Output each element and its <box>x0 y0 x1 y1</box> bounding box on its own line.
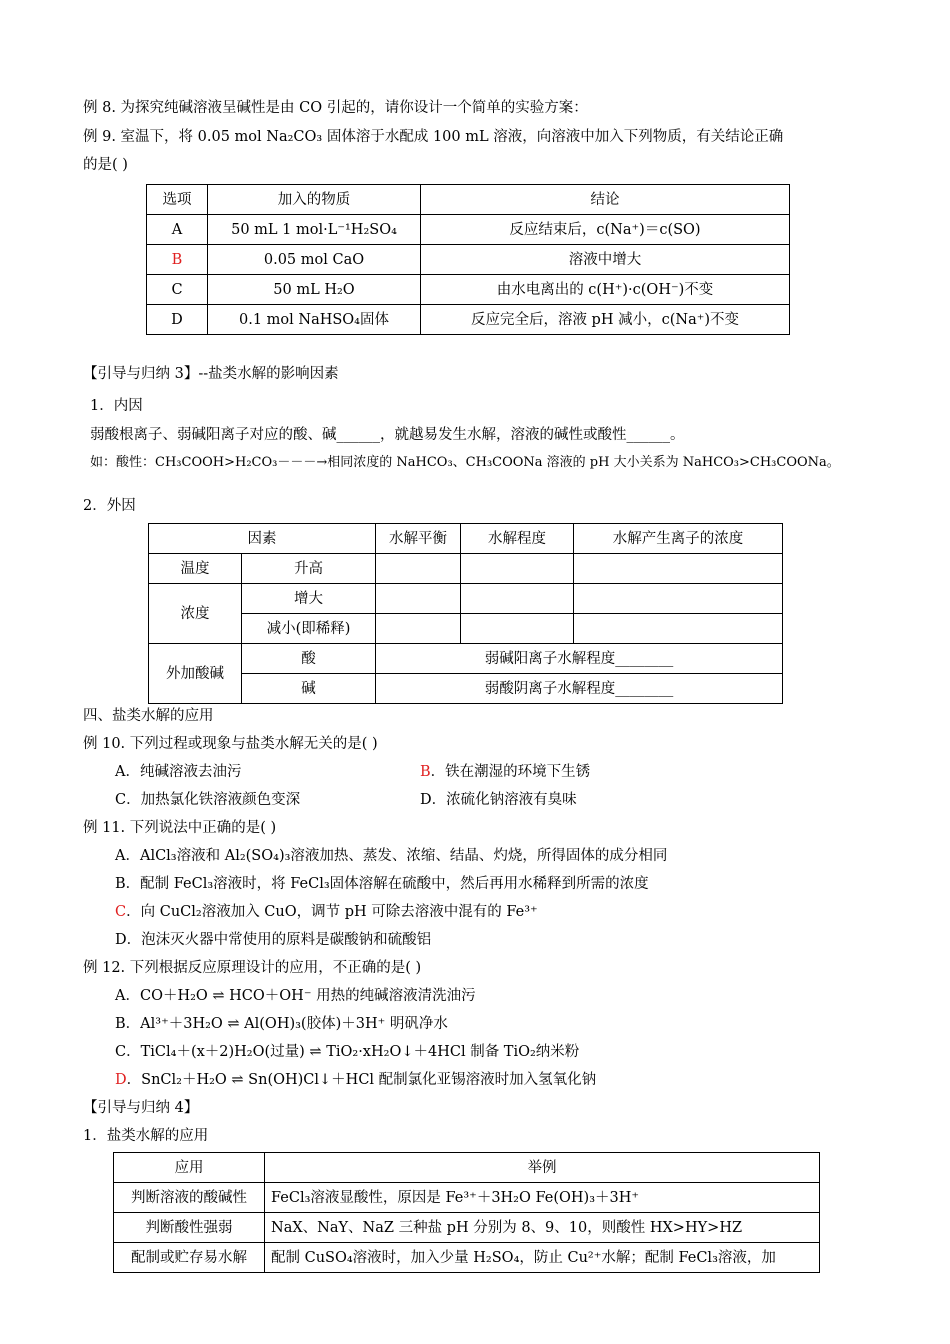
example-cell: NaX、NaY、NaZ 三种盐 pH 分别为 8、9、10，则酸性 HX>HY>HZ <box>265 1213 820 1243</box>
guide-3-title: 【引导与归纳 3】--盐类水解的影响因素 <box>83 366 339 382</box>
example-10-option-b <box>420 762 590 782</box>
factor-temperature-up: 升高 <box>242 554 376 584</box>
example-11-question: 例 11. 下列说法中正确的是( ) <box>83 820 277 836</box>
table-header-row <box>147 185 790 215</box>
guide-4-title: 【引导与归纳 4】 <box>83 1100 199 1116</box>
example-9-line2: 的是( ) <box>83 157 128 173</box>
example-9-line1: 例 9. 室温下，将 0.05 mol Na₂CO₃ 固体溶于水配成 100 mL 溶液，向溶液中加入下列物质，有关结论正确 <box>83 129 784 145</box>
header-ion-concentration: 水解产生离子的浓度 <box>574 524 783 554</box>
table-row <box>149 614 783 644</box>
table-row <box>114 1243 820 1273</box>
factor-acid-base: 外加酸碱 <box>149 644 242 704</box>
guide-3-item1: 1．内因 <box>90 398 143 414</box>
conclusion-cell: 反应结束后，c(Na⁺)＝c(SO) <box>421 215 790 245</box>
header-option: 选项 <box>147 185 208 215</box>
example-11-option-c <box>115 902 538 922</box>
guide-3-line2: 如：酸性：CH₃COOH>H₂CO₃－－－→相同浓度的 NaHCO₃、CH₃COONa 溶液的 pH 大小关系为 NaHCO₃>CH₃COONa。 <box>90 455 840 470</box>
factor-acid-text: 弱碱阳离子水解程度________ <box>376 644 783 674</box>
option-text: ．SnCl₂＋H₂O ⇌ Sn(OH)Cl↓＋HCl 配制氯化亚锡溶液时加入氢氧化钠 <box>126 1072 597 1088</box>
conclusion-cell: 反应完全后，溶液 pH 减小，c(Na⁺)不变 <box>421 305 790 335</box>
guide-4-item1: 1．盐类水解的应用 <box>83 1128 209 1144</box>
example-8: 例 8. 为探究纯碱溶液呈碱性是由 CO 引起的，请你设计一个简单的实验方案： <box>83 100 588 116</box>
conclusion-cell: 溶液中增大 <box>421 245 790 275</box>
example-10-option-c: C．加热氯化铁溶液颜色变深 <box>115 792 301 808</box>
application-table <box>113 1152 820 1273</box>
header-substance: 加入的物质 <box>208 185 421 215</box>
factor-acid: 酸 <box>242 644 376 674</box>
option-cell: C <box>147 275 208 305</box>
example-10-option-a: A．纯碱溶液去油污 <box>115 764 242 780</box>
example-12-option-a: A．CO＋H₂O ⇌ HCO＋OH⁻ 用热的纯碱溶液清洗油污 <box>115 988 476 1004</box>
factor-temperature: 温度 <box>149 554 242 584</box>
blank-cell <box>461 614 574 644</box>
table-row <box>147 305 790 335</box>
application-cell: 配制或贮存易水解 <box>114 1243 265 1273</box>
guide-3-item2: 2．外因 <box>83 498 136 514</box>
table-row <box>147 215 790 245</box>
example-10-question: 例 10. 下列过程或现象与盐类水解无关的是( ) <box>83 736 378 752</box>
table-row <box>149 554 783 584</box>
blank-cell <box>376 584 461 614</box>
option-cell-answer: B <box>147 245 208 275</box>
blank-cell <box>461 584 574 614</box>
example-12-question: 例 12. 下列根据反应原理设计的应用，不正确的是( ) <box>83 960 422 976</box>
blank-cell <box>574 614 783 644</box>
header-equilibrium: 水解平衡 <box>376 524 461 554</box>
substance-cell: 0.1 mol NaHSO₄固体 <box>208 305 421 335</box>
table-header-row <box>114 1153 820 1183</box>
example-12-option-c: C．TiCl₄＋(x＋2)H₂O(过量) ⇌ TiO₂·xH₂O↓＋4HCl 制备 TiO₂纳米粉 <box>115 1044 580 1060</box>
header-application: 应用 <box>114 1153 265 1183</box>
table-row <box>114 1213 820 1243</box>
example-12-option-d <box>115 1070 596 1090</box>
answer-letter: B <box>420 764 431 780</box>
blank-cell <box>461 554 574 584</box>
blank-cell <box>376 554 461 584</box>
blank-cell <box>574 584 783 614</box>
example-12-option-b: B．Al³⁺＋3H₂O ⇌ Al(OH)₃(胶体)＋3H⁺ 明矾净水 <box>115 1016 448 1032</box>
example-cell: FeCl₃溶液显酸性，原因是 Fe³⁺＋3H₂O Fe(OH)₃＋3H⁺ <box>265 1183 820 1213</box>
example-cell: 配制 CuSO₄溶液时，加入少量 H₂SO₄，防止 Cu²⁺水解；配制 FeCl₃溶液，加 <box>265 1243 820 1273</box>
answer-letter: D <box>115 1072 127 1088</box>
guide-3-line1: 弱酸根离子、弱碱阳离子对应的酸、碱______，就越易发生水解，溶液的碱性或酸性______。 <box>90 427 685 443</box>
factors-table <box>148 523 783 704</box>
blank-cell <box>574 554 783 584</box>
table-row <box>114 1183 820 1213</box>
factor-concentration-up: 增大 <box>242 584 376 614</box>
option-cell: A <box>147 215 208 245</box>
header-example: 举例 <box>265 1153 820 1183</box>
table-row <box>147 245 790 275</box>
example-10-option-d: D．浓硫化钠溶液有臭味 <box>420 792 577 808</box>
header-degree: 水解程度 <box>461 524 574 554</box>
option-text: ．铁在潮湿的环境下生锈 <box>430 764 591 780</box>
substance-cell: 0.05 mol CaO <box>208 245 421 275</box>
substance-cell: 50 mL 1 mol·L⁻¹H₂SO₄ <box>208 215 421 245</box>
section-4-title: 四、盐类水解的应用 <box>83 708 214 724</box>
answer-letter: C <box>115 904 127 920</box>
blank-cell <box>376 614 461 644</box>
header-conclusion: 结论 <box>421 185 790 215</box>
application-cell: 判断酸性强弱 <box>114 1213 265 1243</box>
example-11-option-d: D．泡沫灭火器中常使用的原料是碳酸钠和硫酸铝 <box>115 932 432 948</box>
option-text: ．向 CuCl₂溶液加入 CuO，调节 pH 可除去溶液中混有的 Fe³⁺ <box>126 904 538 920</box>
option-cell: D <box>147 305 208 335</box>
factor-concentration: 浓度 <box>149 584 242 644</box>
header-factor: 因素 <box>149 524 376 554</box>
factor-base-text: 弱酸阴离子水解程度________ <box>376 674 783 704</box>
example-11-option-b: B．配制 FeCl₃溶液时，将 FeCl₃固体溶解在硫酸中，然后再用水稀释到所需的浓度 <box>115 876 649 892</box>
table-row <box>149 584 783 614</box>
table-header-row <box>149 524 783 554</box>
conclusion-cell: 由水电离出的 c(H⁺)·c(OH⁻)不变 <box>421 275 790 305</box>
substance-cell: 50 mL H₂O <box>208 275 421 305</box>
example-9-table <box>146 184 790 335</box>
table-row <box>147 275 790 305</box>
table-row <box>149 644 783 674</box>
factor-base: 碱 <box>242 674 376 704</box>
table-row <box>149 674 783 704</box>
application-cell: 判断溶液的酸碱性 <box>114 1183 265 1213</box>
example-11-option-a: A．AlCl₃溶液和 Al₂(SO₄)₃溶液加热、蒸发、浓缩、结晶、灼烧，所得固体的成分相同 <box>115 848 668 864</box>
factor-concentration-down: 减小(即稀释) <box>242 614 376 644</box>
